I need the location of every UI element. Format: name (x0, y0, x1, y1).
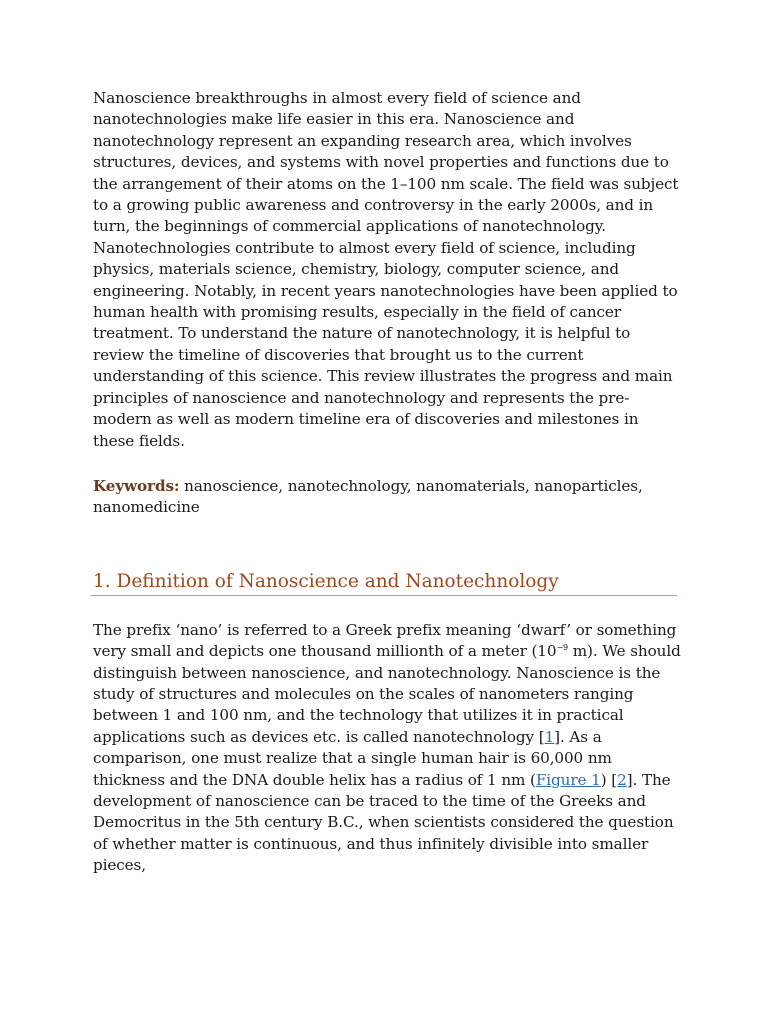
abstract-paragraph: Nanoscience breakthroughs in almost every field of science and nanotechnologies make life easier in this era. Nanoscience and nanotechnology represent an expanding research area, which involves structures, devices, and systems with novel properties and functions due to the arrangement of their atoms on the 1–100 nm scale. The field was subject to a growing public awareness and controversy in the early 2000s, and in turn, the beginnings of commercial applications of nanotechnology. Nanotechnologies contribute to almost every field of science, including physics, materials science, chemistry, biology, computer science, and engineering. Notably, in recent years nanotechnologies have been applied to human health with promising results, especially in the field of cancer treatment. To understand the nature of nanotechnology, it is helpful to review the timeline of discoveries that brought us to the current understanding of this science. This review illustrates the progress and main principles of nanoscience and nanotechnology and represents the pre-modern as well as modern timeline era of discoveries and milestones in these fields. (93, 89, 679, 450)
reference-link-1[interactable]: 1 (544, 727, 555, 746)
section-text-4: ) [ (600, 770, 618, 789)
keywords-paragraph (93, 476, 683, 519)
keywords-label: Keywords: (93, 476, 180, 495)
keywords-value: nanoscience, nanotechnology, nanomaterials, nanoparticles, nanomedicine (93, 476, 643, 517)
document-page (93, 88, 683, 877)
section-text-3: ]. As a comparison, one must realize that a single human hair is 60,000 nm thickness and the DNA double helix has a radius of 1 nm ( (93, 727, 612, 789)
section-text-1: The prefix ‘nano’ is referred to a Greek prefix meaning ‘dwarf’ or something very small and depicts one thousand millionth of a meter (10 (93, 620, 677, 661)
section-body-paragraph (93, 620, 683, 877)
section-text-5: ]. The development of nanoscience can be traced to the time of the Greeks and Democritus in the 5th century B.C., when scientists considered the question of whether matter is continuous, and thus infinitely divisible into smaller pieces, (93, 770, 674, 875)
exponent: −9 (556, 643, 569, 653)
reference-link-2[interactable]: 2 (617, 770, 627, 789)
section-heading: 1. Definition of Nanoscience and Nanotechnology (91, 571, 677, 596)
section-text-2: m). We should distinguish between nanoscience, and nanotechnology. Nanoscience is the study of structures and molecules on the scales of nanometers ranging between 1 and 100 nm, and the technology that utilizes it in practical applications such as devices etc. is called nanotechnology [ (93, 642, 681, 746)
figure-1-link[interactable]: Figure 1 (535, 770, 601, 789)
